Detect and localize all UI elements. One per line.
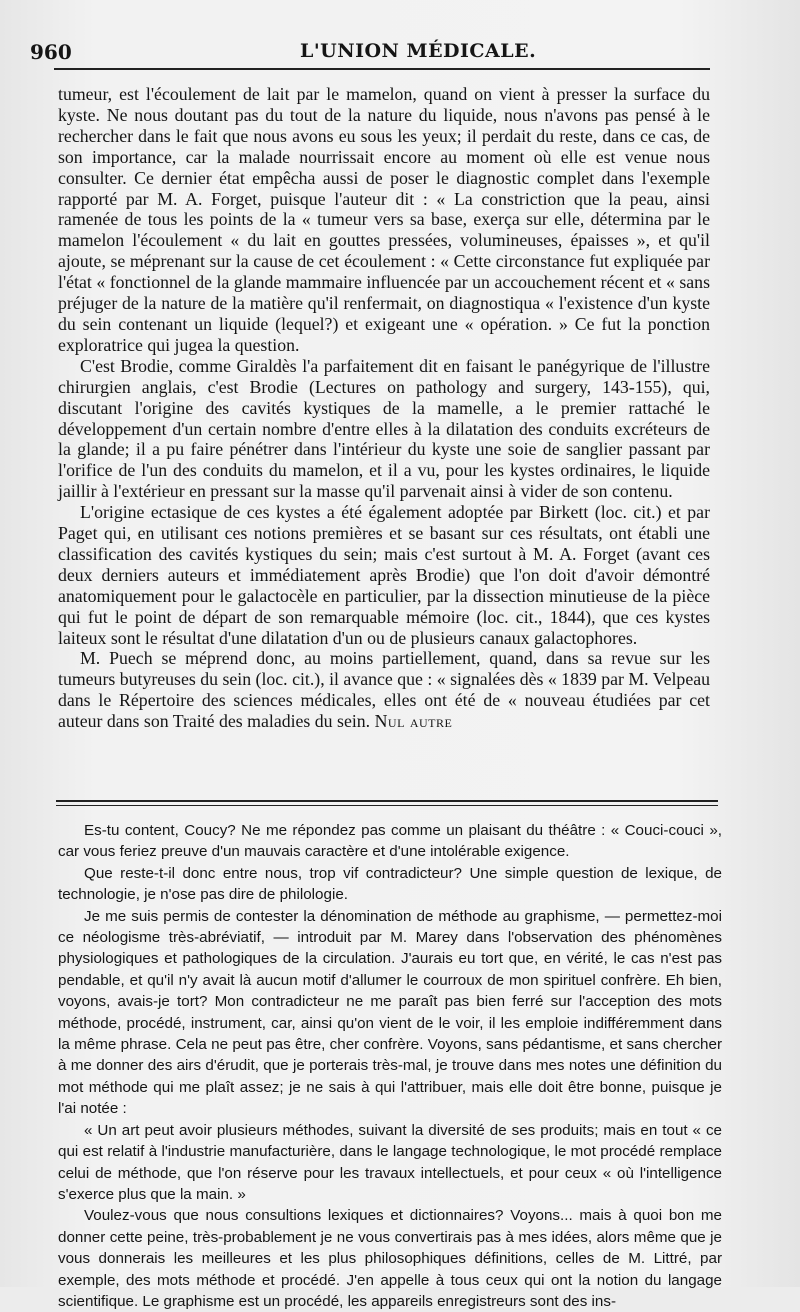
paragraph (58, 648, 710, 732)
paragraph: C'est Brodie, comme Giraldès l'a parfaitement dit en faisant le panégyrique de l'illustre chirurgien anglais, c'est Brodie (Lectures on pathology and surgery, 143-155), qui, discutant l'origine des cavités kystiques de la mamelle, a le premier rattaché le développement d'un certain nombre d'entre elles à la dilatation des conduits excréteurs de la glande; il a pu faire pénétrer dans l'intérieur du kyste une soie de sanglier passant par l'orifice de l'un des conduits du mamelon, et il a vu, pour les kystes ordinaires, le liquide jaillir à l'extérieur en pressant sur la masse qu'il parvenait ainsi à vider de son contenu. (58, 355, 710, 502)
running-head: L'UNION MÉDICALE. (300, 40, 537, 62)
feuilleton-text (58, 820, 722, 1312)
quotation: « Un art peut avoir plusieurs méthodes, suivant la diversité de ses produits; mais en tout « ce qui est relatif à l'industrie manufacturière, dans le langage technologique, le mot procédé remplace celui de méthode, que l'on réserve pour les travaux intellectuels, et pour ceux « où l'intelligence s'exerce plus que la main. » (58, 1121, 722, 1203)
paragraph: tumeur, est l'écoulement de lait par le mamelon, quand on vient à presser la surface du kyste. Ne nous doutant pas du tout de la nature du liquide, nous n'avons pas pensé à le rechercher dans le fait que nous avons eu sous les yeux; il perdait du reste, dans ce cas, de son importance, car la malade nourrissait encore au moment où elle est venue nous consulter. Ce dernier état empêcha aussi de poser le diagnostic complet dans l'exemple rapporté par M. A. Forget, puisque l'auteur dit : « La constriction que la peau, ainsi ramenée de tous les points de la « tumeur vers sa base, exerça sur elle, détermina par le mamelon l'écoulement « du lait en gouttes pressées, volumineuses, épaisses », et qu'il ajoute, se méprenant sur la cause de cet écoulement : « Cette circonstance fut expliquée par l'état « fonctionnel de la glande mammaire influencée par un accouchement récent et « sans préjuger de la nature de la matière qu'il renfermait, on diagnostiqua « l'existence d'un kyste du sein contenant un liquide (lequel?) et exigeant une « opération. » Ce fut la ponction exploratrice qui jugea la question. (58, 84, 710, 355)
paragraph: Je me suis permis de contester la dénomination de méthode au graphisme, — permettez-moi ce néologisme très-abréviatif, — introduit par M. Marey dans l'observation des phénomènes physiologiques et pathologiques de la circulation. J'aurais eu tort que, en vérité, le cas n'est pas pendable, et qu'il n'y avait là aucun motif d'allumer le courroux de mon spirituel confrère. Eh bien, voyons, avais-je tort? Mon contradicteur ne me paraît pas bien ferré sur l'acception des mots méthode, procédé, instrument, car, ainsi qu'on vient de le voir, il les emploie indifféremment dans la même phrase. Cela ne peut pas être, cher confrère. Voyons, sans pédantisme, et sans chercher à me donner des airs d'érudit, que je porterais très-mal, je trouve dans mes notes une définition du mot méthode qui me plaît assez; je ne sais à qui l'attribuer, mais elle doit être bonne, puisque je l'ai notée : (58, 907, 722, 1118)
paragraph-text: M. Puech se méprend donc, au moins partiellement, quand, dans sa revue sur les tumeurs butyreuses du sein (loc. cit.), il avance que : « signalées dès « 1839 par M. Velpeau dans le Répertoire des sciences médicales, elles ont été de « nouveau étudiées par cet auteur dans son Traité des maladies du sein. (58, 648, 710, 732)
paragraph: Es-tu content, Coucy? Ne me répondez pas comme un plaisant du théâtre : « Couci-couci », car vous feriez preuve d'un mauvais caractère et d'une intolérable exigence. (58, 822, 722, 861)
paragraph: L'origine ectasique de ces kystes a été également adoptée par Birkett (loc. cit.) et par Paget qui, en utilisant ces notions premières et se basant sur ces résultats, ont établi une classification des cavités kystiques du sein; mais c'est surtout à M. A. Forget (avant ces deux derniers auteurs et immédiatement après Brodie) que l'on doit d'avoir démontré anatomiquement pour le galactocèle en particulier, par la dissection minutieuse de la pièce qui fut le point de départ de son remarquable mémoire (loc. cit., 1844), que ces kystes laiteux sont le résultat d'une dilatation d'un ou de plusieurs canaux galactophores. (58, 502, 710, 648)
main-article-text (58, 84, 710, 732)
feuilleton-rule-thin (56, 805, 718, 806)
paragraph: Voulez-vous que nous consultions lexiques et dictionnaires? Voyons... mais à quoi bon me donner cette peine, très-probablement je ne vous convertirais pas à mes idées, alors même que je vous donnerais les meilleures et les plus philosophiques définitions, celles de M. Littré, par exemple, des mots méthode et procédé. J'en appelle à tous ceux qui ont la notion du langage scientifique. Le graphisme est un procédé, les appareils enregistreurs sont des ins- (58, 1207, 722, 1310)
paragraph: Que reste-t-il donc entre nous, trop vif contradicteur? Une simple question de lexique, de technologie, je n'ose pas dire de philologie. (58, 864, 722, 904)
feuilleton-rule-thick (56, 800, 718, 802)
header-rule (54, 68, 710, 70)
page-header (30, 34, 710, 64)
continuation-word: Nul autre (374, 711, 453, 732)
page-number: 960 (30, 40, 72, 64)
